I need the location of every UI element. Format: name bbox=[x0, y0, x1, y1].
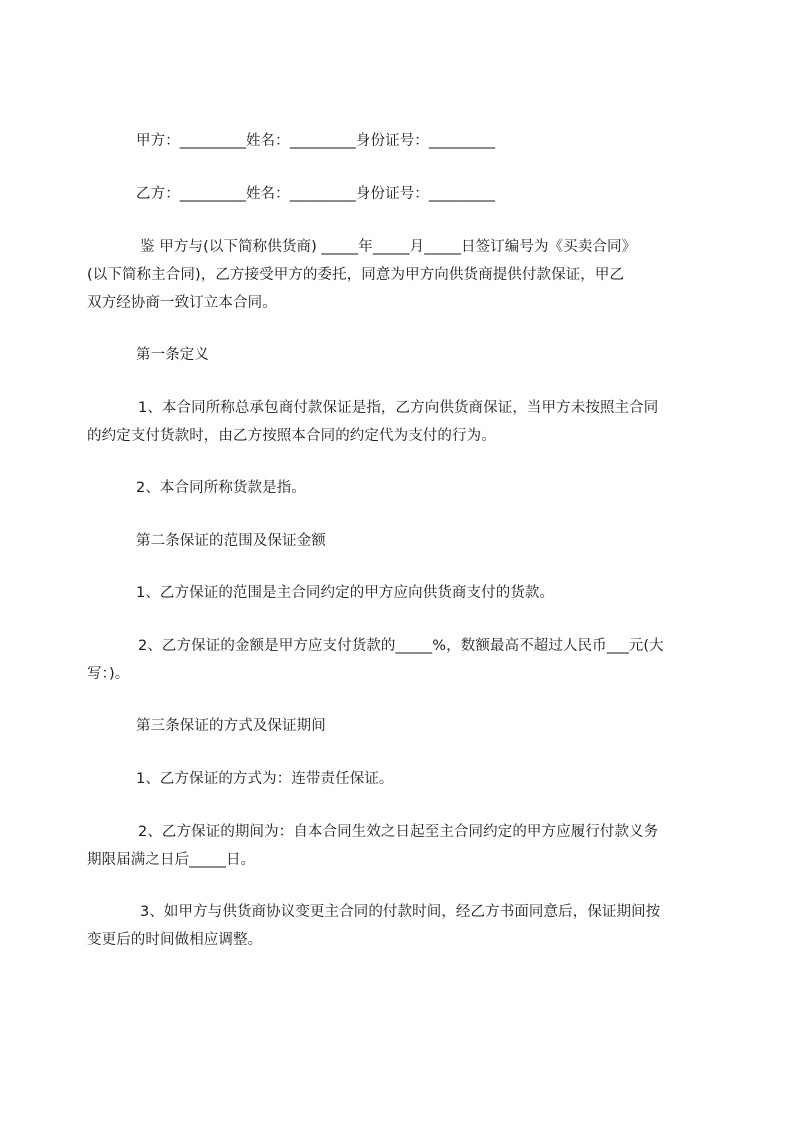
article1-item2: 2、本合同所称货款是指。 bbox=[136, 480, 306, 496]
article2-item2-line-2: 写：)。 bbox=[87, 666, 130, 682]
article3-item1: 1、乙方保证的方式为：连带责任保证。 bbox=[136, 771, 394, 787]
article2-title: 第二条保证的范围及保证金额 bbox=[136, 533, 326, 549]
article3-item2-line-1: 2、乙方保证的期间为：自本合同生效之日起至主合同约定的甲方应履行付款义务 bbox=[138, 824, 659, 840]
article1-item1-line-2: 的约定支付货款时，由乙方按照本合同的约定代为支付的行为。 bbox=[87, 428, 496, 444]
party-a-line: 甲方：_________姓名：_________身份证号：_________ bbox=[136, 133, 496, 149]
preamble-line-3: 双方经协商一致订立本合同。 bbox=[87, 295, 277, 311]
party-b-line: 乙方：_________姓名：_________身份证号：_________ bbox=[136, 186, 496, 202]
article3-item3-line-2: 变更后的时间做相应调整。 bbox=[87, 932, 263, 948]
article1-title: 第一条定义 bbox=[136, 347, 209, 363]
article2-item1: 1、乙方保证的范围是主合同约定的甲方应向供货商支付的货款。 bbox=[136, 585, 555, 601]
article3-title: 第三条保证的方式及保证期间 bbox=[136, 718, 326, 734]
preamble-line-1: 鉴 甲方与(以下简称供货商) _____年_____月_____日签订编号为《买卖合同》 bbox=[140, 239, 637, 255]
preamble-line-2: (以下简称主合同)，乙方接受甲方的委托，同意为甲方向供货商提供付款保证，甲乙 bbox=[87, 267, 625, 283]
article2-item2-line-1: 2、乙方保证的金额是甲方应支付货款的_____%，数额最高不超过人民币___元(大 bbox=[138, 638, 664, 654]
article3-item3-line-1: 3、如甲方与供货商协议变更主合同的付款时间，经乙方书面同意后，保证期间按 bbox=[140, 904, 661, 920]
article3-item2-line-2: 期限届满之日后_____日。 bbox=[87, 852, 256, 868]
article1-item1-line-1: 1、本合同所称总承包商付款保证是指，乙方向供货商保证，当甲方未按照主合同 bbox=[138, 400, 659, 416]
